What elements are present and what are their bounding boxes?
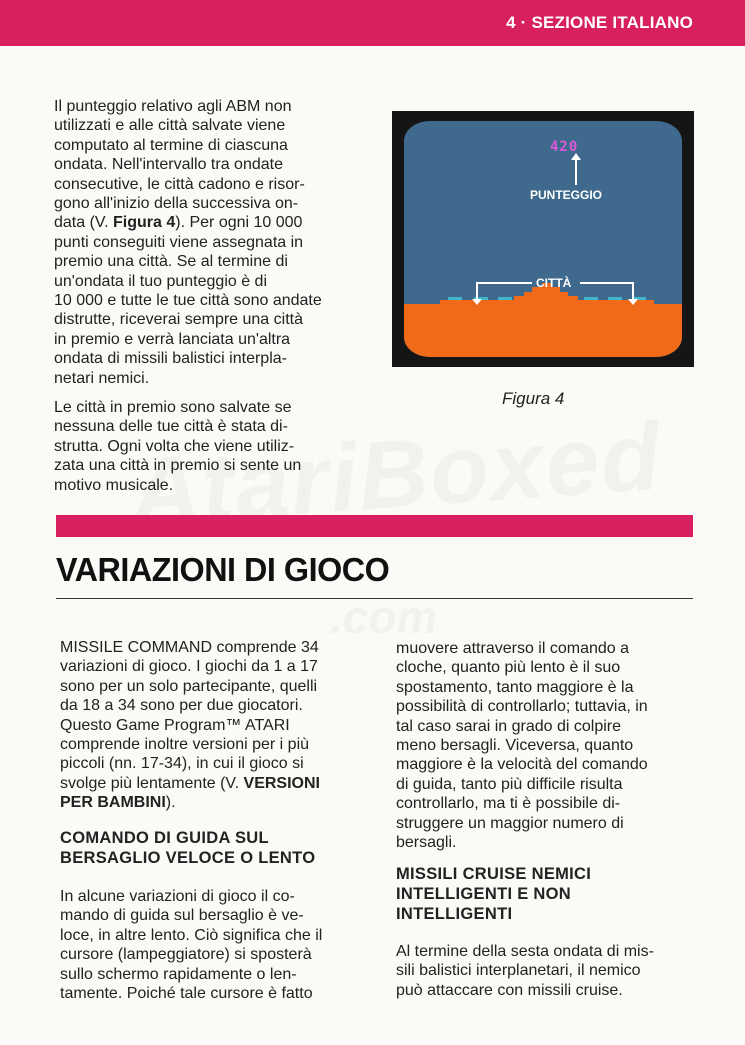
paragraph-cruise: Al termine della sesta ondata di mis- sili balistici interplanetari, il nemico può attaccare con missili cruise.: [396, 943, 654, 999]
cities-bracket-right: [580, 282, 634, 284]
section-title: VARIAZIONI DI GIOCO: [56, 551, 390, 588]
paragraph-guidance: In alcune variazioni di gioco il co- mando di guida sul bersaglio è ve- loce, in altre lento. Ciò significa che il cursore (lampeggiatore) si sposterà sullo schermo rapidamente o len- tamente. Poiché tale cursore è fatto: [60, 888, 323, 1003]
cities-bracket-left: [476, 282, 532, 284]
score-label: PUNTEGGIO: [530, 188, 603, 202]
cities-arrow-right: [632, 282, 634, 300]
paragraph-text: MISSILE COMMAND comprende 34 variazioni di gioco. I giochi da 1 a 17 sono per un solo partecipante, quelli da 18 a 34 sono per due giocatori. Questo Game Program™ ATARI comprende inoltre versioni per i più piccoli (nn. 17-34), in cui il gioco si svolge più lentamente (V.: [60, 639, 319, 792]
cities-label: CITTÀ: [536, 276, 572, 290]
section-divider: [56, 598, 693, 599]
paragraph-scoring: [54, 97, 374, 388]
game-screen: [404, 121, 682, 357]
city-marker: [448, 297, 462, 300]
versions-reference: VERSIONI PER BAMBINI: [60, 774, 320, 812]
score-readout: 420: [550, 139, 579, 155]
figure-4-screen: [392, 111, 694, 367]
subhead-cruise-missiles: MISSILI CRUISE NEMICI INTELLIGENTI E NON INTELLIGENTI: [396, 865, 592, 923]
paragraph-bonus-cities: Le città in premio sono salvate se nessuna delle tue città è stata di- strutta. Ogni volta che viene utiliz- zata una città in premio si sente un motivo musicale.: [54, 399, 302, 494]
paragraph-variations: [60, 638, 360, 813]
paragraph-text: ).: [165, 794, 176, 812]
paragraph-text: Il punteggio relativo agli ABM non utilizzati e alle città salvate viene computato al termine di ciascuna ondata. Nell'intervallo tra ondate consecutive, le città cadono e risor- gono all'inizio della successiva on- data (V.: [54, 98, 305, 232]
cities-arrow-left: [476, 282, 478, 300]
city-marker: [498, 297, 512, 300]
figure-reference: Figura 4: [113, 214, 176, 232]
city-marker: [608, 297, 622, 300]
paragraph-cursor-control: muovere attraverso il comando a cloche, quanto più lento è il suo spostamento, tanto maggiore è la possibilità di controllarlo; tuttavia, in tal caso sarai in grado di colpire meno bersagli. Viceversa, quanto maggiore è la velocità del comando di guida, tanto più difficile risulta controllarlo, ma ti è possibile di- struggere un maggior numero di bersagli.: [396, 640, 648, 852]
section-header: 4 · SEZIONE ITALIANO: [506, 13, 693, 32]
score-arrow: [575, 159, 577, 185]
ground-shape: [404, 283, 682, 357]
city-marker: [584, 297, 598, 300]
subhead-guidance-speed: COMANDO DI GUIDA SUL BERSAGLIO VELOCE O LENTO: [60, 829, 316, 867]
section-bar: [56, 515, 693, 537]
ground-illustration: [404, 121, 682, 357]
figure-caption: Figura 4: [502, 389, 565, 408]
paragraph-text: ). Per ogni 10 000 punti conseguiti viene assegnata in premio una città. Se al termine di un'ondata il tuo punteggio è di 10 000 e tutte le tue città sono andate distrutte, riceverai sempre una città in premio e verrà lanciata un'altra ondata di missili balistici interpla- netari nemici.: [54, 214, 322, 387]
